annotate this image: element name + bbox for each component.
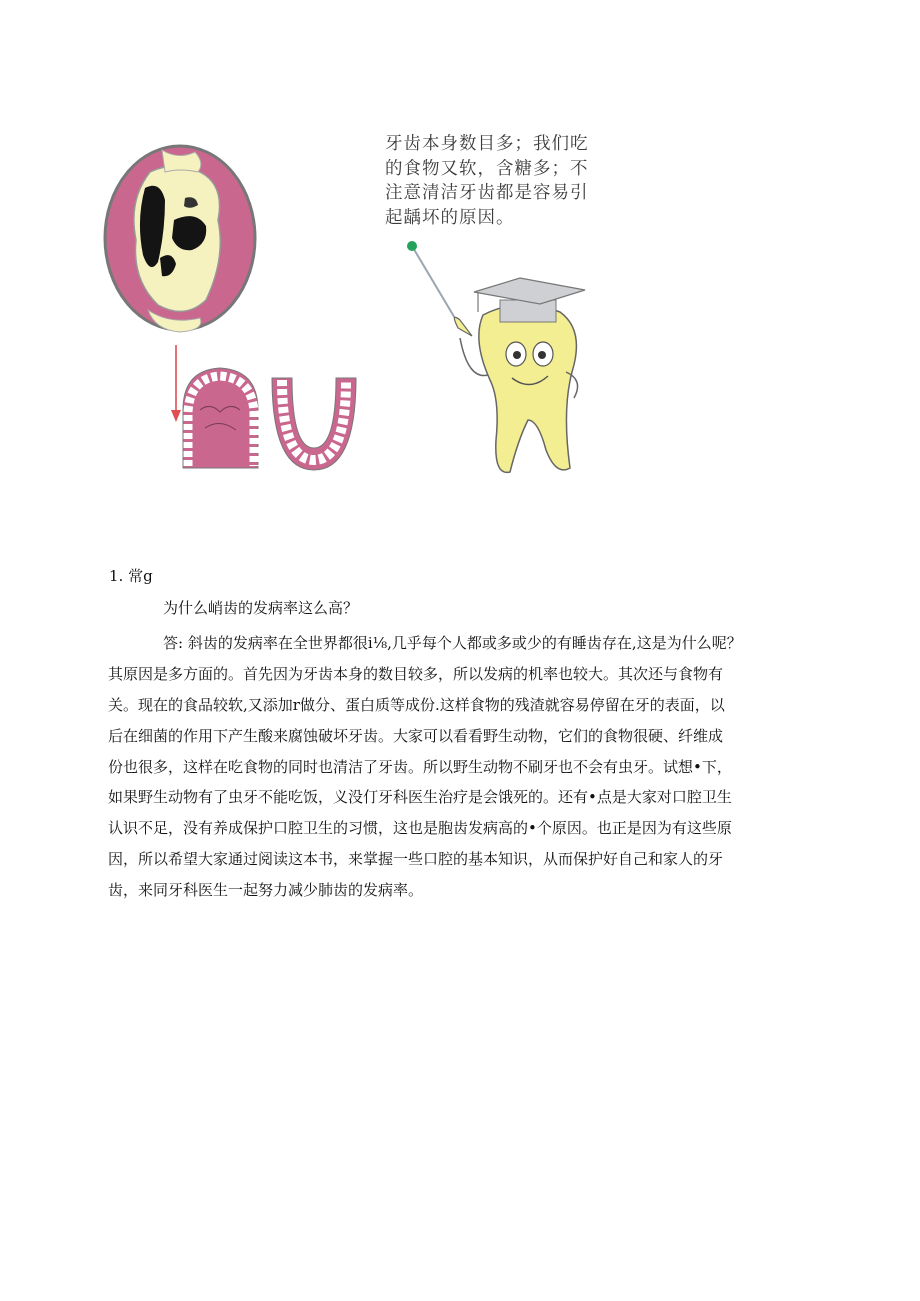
- answer-paragraph: [108, 628, 808, 906]
- dental-illustration: [0, 0, 920, 500]
- speech-text: [385, 132, 630, 230]
- answer-line: 如果野生动物有了虫牙不能吃饭，义没仃牙科医生治疗是会饿死的。还有•点是大家对口腔卫生: [108, 788, 732, 807]
- answer-line: 关。现在的食品较软,又添加r做分、蛋白质等成份.这样食物的残渣就容易停留在牙的表面，以: [108, 695, 725, 714]
- answer-line: 答: 斜齿的发病率在全世界都很i⅛,几乎每个人都或多或少的有睡齿存在,这是为什么呢？: [163, 634, 742, 652]
- speech-line: 牙齿本身数目多；我们吃: [385, 134, 589, 154]
- answer-line: 因，所以希望大家通过阅读这本书，来掌握一些口腔的基本知识，从而保护好自己和家人的牙: [108, 850, 724, 869]
- pointer-stick-icon: [407, 241, 462, 330]
- answer-line: 份也很多，这样在吃食物的同时也清洁了牙齿。所以野生动物不刷牙也不会有虫牙。试想•下，: [108, 757, 732, 776]
- speech-line: 注意清洁牙齿都是容易引: [385, 183, 589, 203]
- magnified-decayed-tooth-icon: [105, 146, 255, 332]
- tooth-professor-icon: [454, 305, 577, 473]
- section-heading: 1. 常g: [109, 567, 153, 585]
- answer-line: 认识不足，没有养成保护口腔卫生的习惯，这也是胞齿发病高的•个原因。也正是因为有这些原: [108, 819, 732, 838]
- answer-line: 其原因是多方面的。首先因为牙齿本身的数目较多，所以发病的机率也较大。其次还与食物有: [108, 664, 724, 683]
- red-arrow-icon: [171, 345, 181, 422]
- answer-line: 齿，来同牙科医生一起努力减少肺齿的发病率。: [108, 881, 424, 900]
- upper-jaw-icon: [183, 368, 258, 468]
- speech-line: 的食物又软，含糖多；不: [385, 158, 589, 179]
- lower-jaw-icon: [272, 378, 356, 470]
- speech-line: 起龋坏的原因。: [385, 207, 515, 228]
- answer-line: 后在细菌的作用下产生酸来腐蚀破坏牙齿。大家可以看看野生动物，它们的食物很硬、纤维成: [108, 726, 724, 745]
- question-text: 为什么峭齿的发病率这么高？: [163, 599, 359, 617]
